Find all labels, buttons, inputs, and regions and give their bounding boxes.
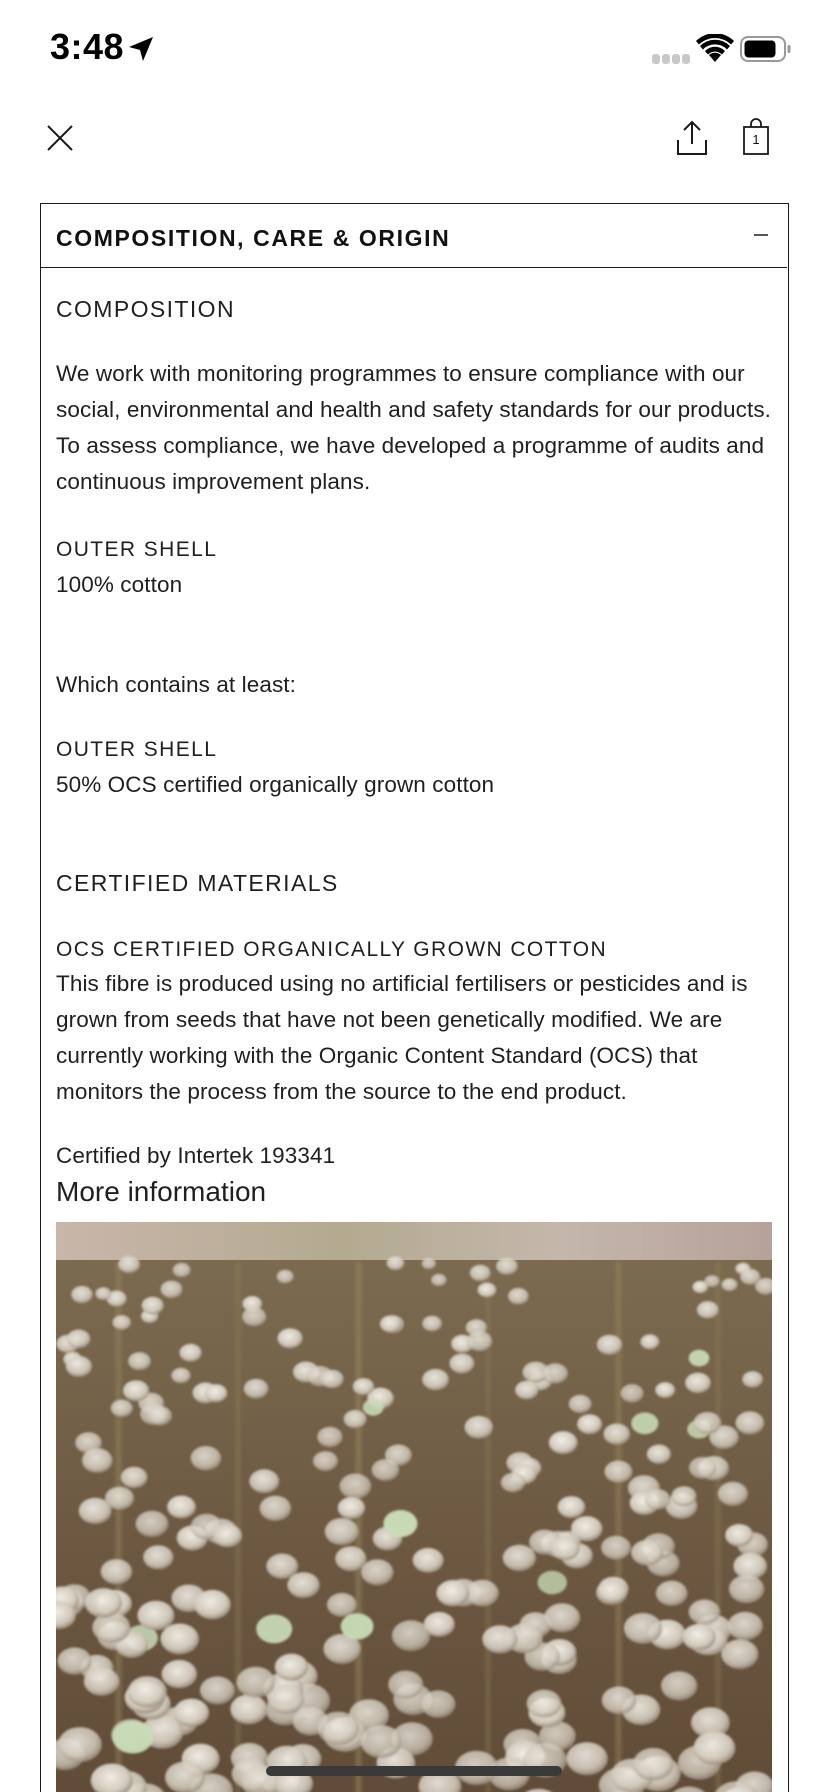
cotton-boll	[84, 1667, 120, 1695]
cotton-boll	[321, 1370, 344, 1389]
cotton-boll	[340, 1474, 372, 1499]
cellular-signal-icon	[652, 54, 692, 64]
cotton-boll	[325, 1518, 359, 1545]
cotton-boll	[671, 1486, 696, 1506]
cotton-boll	[718, 1482, 748, 1506]
cotton-boll	[624, 1613, 662, 1644]
cotton-boll	[335, 1546, 366, 1571]
cotton-boll	[465, 1416, 494, 1439]
cotton-boll	[596, 1580, 627, 1605]
cotton-boll	[645, 1489, 671, 1510]
cotton-boll	[740, 1269, 760, 1285]
cotton-boll	[361, 1559, 393, 1585]
cotton-boll	[550, 1537, 580, 1561]
cotton-boll	[338, 1497, 365, 1519]
cotton-boll	[470, 1265, 491, 1282]
cotton-boll	[230, 1694, 267, 1724]
bag-count: 1	[752, 132, 760, 147]
cotton-boll	[66, 1356, 92, 1377]
cotton-boll	[538, 1571, 567, 1595]
cotton-boll	[237, 1667, 276, 1698]
cotton-boll	[601, 1536, 631, 1560]
cotton-boll	[661, 1671, 697, 1700]
cotton-boll	[380, 1315, 401, 1332]
cotton-boll	[242, 1307, 266, 1326]
share-icon[interactable]	[674, 118, 710, 158]
cotton-boll	[278, 1328, 303, 1348]
accordion-header[interactable]	[41, 204, 787, 268]
cotton-boll	[128, 1676, 167, 1707]
cotton-boll	[205, 1384, 228, 1402]
cotton-boll	[101, 1559, 133, 1584]
cotton-boll	[353, 1378, 374, 1395]
cotton-boll	[422, 1369, 449, 1390]
cotton-boll	[436, 1580, 469, 1606]
cotton-boll	[413, 1548, 444, 1573]
cotton-boll	[467, 1331, 492, 1351]
cotton-boll	[466, 1580, 499, 1607]
cotton-boll	[424, 1612, 455, 1637]
cotton-boll	[566, 1742, 607, 1775]
ocs-text: This fibre is produced using no artificial fertilisers or pesticides and is grown from seeds that have not been genetically modified. We are currently working with the Organic Content Standard (OCS) that monitors the process from the source to the end product.	[56, 971, 748, 1104]
cotton-boll	[148, 1406, 172, 1426]
cotton-boll	[142, 1297, 164, 1315]
wifi-icon	[696, 34, 734, 64]
cotton-boll	[496, 1258, 518, 1275]
cotton-boll	[162, 1660, 197, 1688]
cotton-boll	[58, 1727, 102, 1762]
cotton-field-image	[56, 1222, 772, 1792]
cotton-boll	[704, 1275, 719, 1287]
cotton-boll	[542, 1363, 568, 1383]
cotton-boll	[143, 1545, 173, 1569]
cotton-boll	[165, 1762, 205, 1792]
cotton-boll	[137, 1601, 174, 1631]
cotton-boll	[85, 1588, 122, 1618]
cotton-boll	[58, 1647, 92, 1674]
cotton-boll	[721, 1639, 758, 1669]
cotton-boll	[742, 1371, 763, 1388]
cotton-boll	[383, 1510, 417, 1537]
cotton-boll	[260, 1496, 292, 1521]
cotton-boll	[631, 1540, 663, 1566]
cotton-boll	[341, 1613, 374, 1639]
cotton-boll	[515, 1381, 538, 1400]
outer-shell-label: OUTER SHELL	[56, 538, 218, 561]
cotton-boll	[249, 1469, 279, 1493]
cotton-boll	[722, 1278, 738, 1291]
cotton-boll	[191, 1446, 222, 1470]
cotton-boll	[105, 1487, 134, 1510]
cotton-boll	[344, 1410, 367, 1428]
cotton-boll	[449, 1354, 474, 1374]
cotton-boll	[729, 1575, 764, 1603]
cotton-boll	[725, 1524, 753, 1547]
cotton-boll	[482, 1625, 517, 1653]
cotton-boll	[694, 1731, 736, 1764]
cotton-boll	[549, 1431, 578, 1454]
cotton-boll	[128, 1352, 151, 1370]
cotton-boll	[95, 1287, 111, 1300]
composition-text: We work with monitoring programmes to ensure compliance with our social, environmental and health and safety standards for our products. To assess compliance, we have developed a programme of audits and continuous improvement plans.	[56, 361, 772, 494]
outer-shell-label: OUTER SHELL	[56, 738, 218, 761]
cotton-boll	[277, 1270, 294, 1284]
cotton-boll	[640, 1334, 659, 1349]
cotton-boll	[372, 1459, 400, 1481]
cotton-boll	[728, 1612, 763, 1640]
cotton-boll	[604, 1423, 631, 1444]
cotton-boll	[431, 1274, 447, 1287]
minus-icon[interactable]	[754, 234, 768, 236]
cotton-boll	[501, 1473, 525, 1493]
cotton-boll	[388, 1671, 423, 1699]
cotton-boll	[544, 1603, 580, 1632]
status-time: 3:48	[50, 26, 125, 67]
cotton-boll	[682, 1624, 715, 1651]
cotton-boll	[327, 1593, 357, 1617]
cotton-boll	[656, 1581, 688, 1606]
close-icon[interactable]	[40, 118, 80, 158]
cotton-boll	[569, 1395, 592, 1413]
cotton-boll	[161, 1624, 199, 1655]
cotton-boll	[647, 1445, 671, 1464]
cotton-boll	[597, 1335, 622, 1355]
cotton-boll	[558, 1496, 586, 1518]
cotton-boll	[275, 1654, 309, 1681]
cotton-boll	[167, 1496, 196, 1519]
cotton-boll	[655, 1382, 675, 1398]
cotton-boll	[123, 1380, 149, 1401]
cotton-boll	[266, 1554, 298, 1579]
contains-text: Which contains at least:	[56, 672, 297, 697]
cotton-boll	[577, 1414, 602, 1434]
cotton-boll	[422, 1316, 442, 1332]
home-indicator	[266, 1766, 562, 1776]
cotton-boll	[689, 1457, 717, 1479]
cotton-boll	[621, 1384, 644, 1403]
cotton-boll	[317, 1712, 359, 1745]
cotton-boll	[71, 1286, 93, 1303]
cotton-boll	[111, 1400, 133, 1418]
cotton-boll	[697, 1301, 719, 1319]
cotton-boll	[179, 1344, 201, 1362]
cotton-boll	[161, 1281, 183, 1299]
cotton-boll	[112, 1721, 153, 1754]
battery-icon	[740, 36, 792, 62]
cotton-boll	[503, 1545, 536, 1571]
more-information-link[interactable]: More information	[56, 1176, 267, 1207]
certified-materials-heading: CERTIFIED MATERIALS	[56, 870, 339, 896]
cotton-boll	[421, 1690, 455, 1718]
cotton-boll	[631, 1412, 658, 1434]
cotton-boll	[200, 1676, 235, 1704]
certified-by: Certified by Intertek 193341	[56, 1143, 336, 1168]
location-arrow-icon	[126, 34, 156, 64]
outer-shell-value: 100% cotton	[56, 572, 183, 597]
cotton-boll	[689, 1350, 710, 1367]
cotton-boll	[478, 1283, 497, 1298]
cotton-boll	[136, 1511, 169, 1537]
cotton-boll	[256, 1615, 292, 1644]
shopping-bag-button[interactable]	[740, 118, 772, 158]
cotton-boll	[118, 1256, 140, 1273]
cotton-boll	[317, 1427, 342, 1447]
cotton-boll	[313, 1451, 338, 1471]
cotton-boll	[244, 1379, 269, 1399]
cotton-boll	[67, 1330, 91, 1349]
status-bar	[0, 0, 828, 100]
cotton-boll	[422, 1258, 437, 1270]
composition-heading: COMPOSITION	[56, 296, 235, 322]
cotton-boll	[689, 1599, 721, 1624]
cotton-boll	[387, 1256, 405, 1270]
cotton-boll	[112, 1315, 131, 1330]
cotton-boll	[604, 1461, 632, 1483]
cotton-boll	[694, 1412, 722, 1434]
cotton-boll	[508, 1288, 529, 1305]
cotton-boll	[361, 1725, 402, 1758]
cotton-boll	[194, 1590, 231, 1619]
cotton-boll	[173, 1263, 191, 1277]
cotton-boll	[736, 1411, 765, 1434]
cotton-boll	[527, 1690, 562, 1718]
cotton-boll	[82, 1448, 113, 1473]
cotton-boll	[363, 1399, 384, 1416]
cotton-boll	[602, 1686, 637, 1714]
panel-title: COMPOSITION, CARE & ORIGIN	[56, 225, 451, 251]
ocs-label: OCS CERTIFIED ORGANICALLY GROWN COTTON	[56, 938, 608, 961]
composition-panel	[40, 203, 789, 1792]
cotton-boll	[171, 1368, 190, 1384]
cotton-boll	[633, 1748, 674, 1781]
cotton-boll	[213, 1524, 242, 1547]
cotton-boll	[121, 1467, 148, 1488]
outer-shell-value: 50% OCS certified organically grown cotton	[56, 772, 495, 797]
cotton-boll	[685, 1373, 711, 1394]
